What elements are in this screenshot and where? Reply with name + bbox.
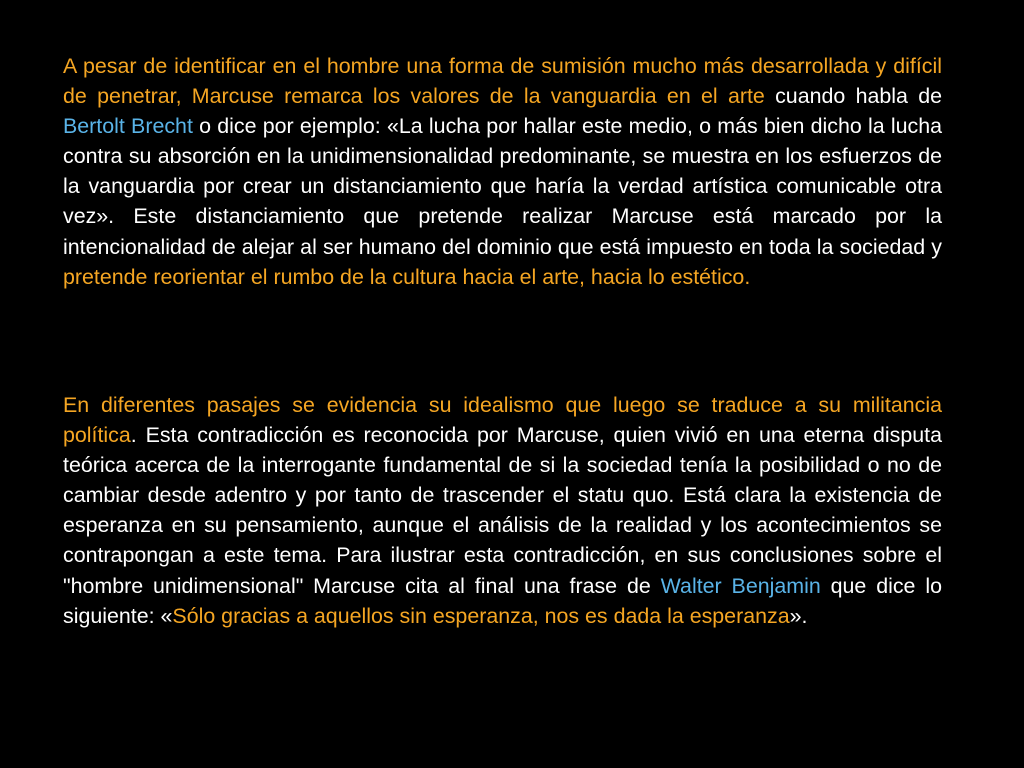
text-segment: . Esta contradicción es reconocida por Marcuse, quien vivió en una eterna disputa teórica acerca de la interrogante fundamental de si la sociedad tenía la posibilidad o no de cambiar desde adentro y por tanto de trascender el statu quo. Está clara la existencia de esperanza en su pensamiento, aunque el análisis de la realidad y los acontecimientos se contrapongan a este tema. Para ilustrar esta contradicción, en sus conclusiones sobre el "hombre unidimensional" Marcuse cita al final una frase de [63, 423, 942, 598]
text-segment: ». [789, 603, 808, 628]
highlight-benjamin-quote: Sólo gracias a aquellos sin esperanza, nos es dada la esperanza [172, 603, 790, 628]
highlight-idealismo-militancia: En diferentes pasajes se evidencia su idealismo que luego se traduce a su militancia política [63, 393, 942, 448]
highlight-pretende-reorientar: pretende reorientar el rumbo de la cultura hacia el arte, hacia lo estético. [63, 264, 751, 289]
text-segment: que dice lo siguiente: « [63, 573, 942, 628]
link-bertolt-brecht: Bertolt Brecht [63, 114, 193, 139]
paragraph-2 [63, 390, 942, 631]
paragraph-1 [63, 51, 942, 292]
link-walter-benjamin: Walter Benjamin [660, 573, 821, 598]
text-segment: o dice por ejemplo: «La lucha por hallar este medio, o más bien dicho la lucha contra su absorción en la unidimensionalidad predominante, se muestra en los esfuerzos de la vanguardia por crear un distanciamiento que haría la verdad artística comunicable otra vez». Este distanciamiento que pretende realizar Marcuse está marcado por la intencionalidad de alejar al ser humano del dominio que está impuesto en toda la sociedad y [63, 114, 942, 259]
text-segment: A pesar de identificar en el hombre una forma de sumisión mucho más desarrollada y difícil de penetrar, Marcuse remarca los valores de la [63, 54, 942, 109]
highlight-vanguardia-en-el-arte: vanguardia en el arte [550, 84, 765, 109]
text-segment: cuando habla de [764, 84, 942, 109]
